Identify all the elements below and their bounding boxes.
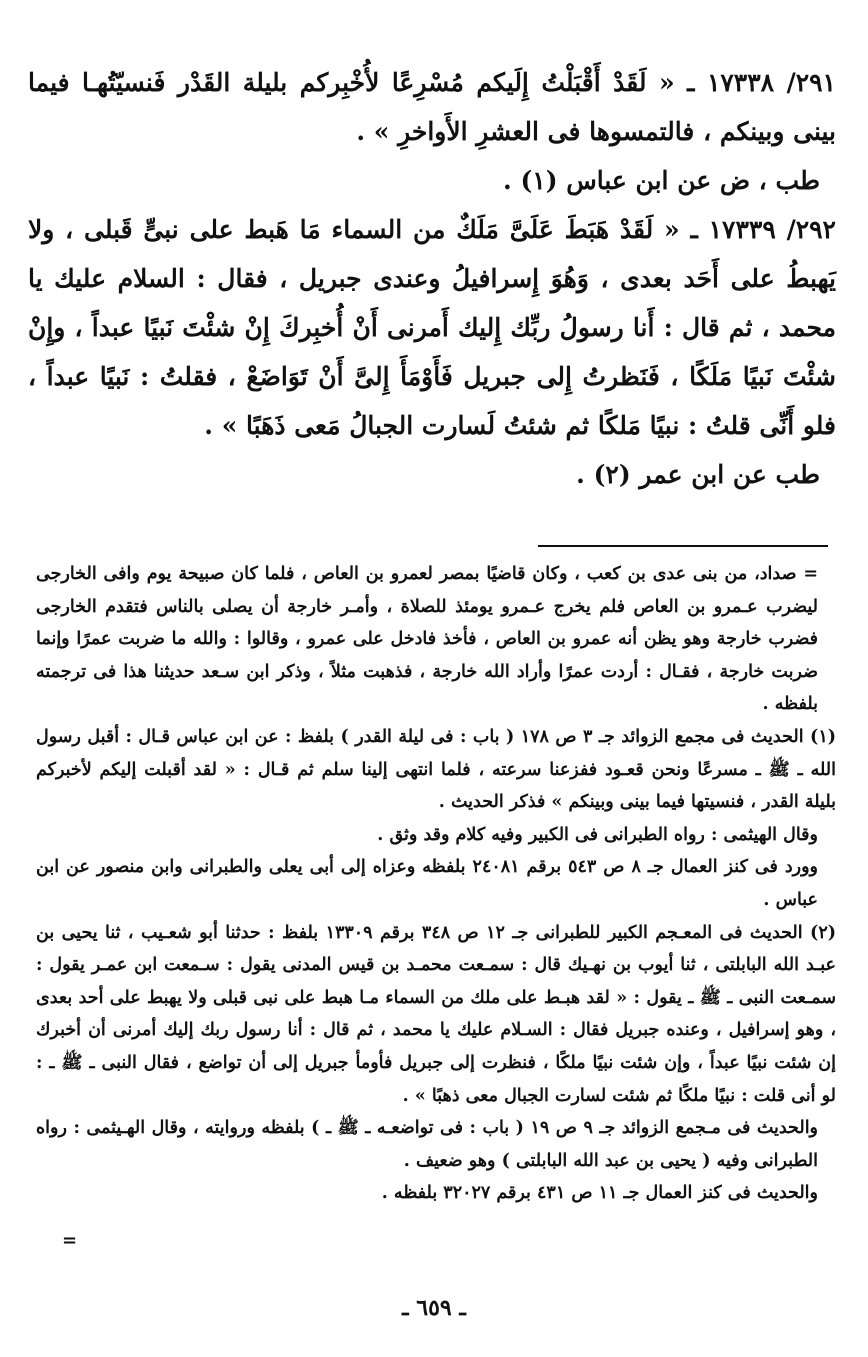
footnote-1-haythami: وقال الهيثمى : رواه الطبرانى فى الكبير وفيه كلام وقد وثق . (377, 824, 818, 845)
footnote-2: (٢) الحديث فى المعـجم الكبير للطبرانى جـ ١٢ ص ٣٤٨ برقم ١٣٣٠٩ بلفظ : حدثنا أبو شعـيب ، ثنا يحيى بن عبـد الله البابلتى ، ثنا أيوب بن نهـيك قال : سمـعت محمـد بن قيس المدنى يقول : سـمعت ابن عمـر يقول : سمـعت النبى ـ ﷺ ـ يقول : « لقد هبـط على ملك من السماء مـا هبط على نبى قبلى ولا يهبط على أحد بعدى ، وهو إسرافيل ، وعنده جبريل فقال : السـلام عليك يا محمد ، ثم قال : أنا رسول ربك إليك أمرنى أن أخبرك إن شئت نبيًا عبداً ، وإن شئت نبيًا ملكًا ، فنظرت إلى جبريل فأومأ جبريل إلى أن تواضع ، فقال النبى ـ ﷺ ـ : لو أنى قلت : نبيًا ملكًا ثم شئت لسارت الجبال معى ذهبًا » . (36, 922, 836, 1106)
source-291: طب ، ض عن ابن عباس (١) . (503, 166, 820, 195)
footnote-continuation: = صداد، من بنى عدى بن كعب ، وكان قاضيًا بمصر لعمرو بن العاص ، فلما كان صبيحة يوم وافى الخارجى ليضرب عـمرو بن العاص فلم يخرج عـمرو يومئذ للصلاة ، وأمـر خارجة أن يصلى بالناس فتقدم الخارجى فضرب خارجة وهو يظن أنه عمرو بن العاص ، فأخذ فادخل على عمرو ، وقالوا : والله ما ضربت عمرًا وإنما ضربت خارجة ، فقـال : أردت عمرًا وأراد الله خارجة ، فذهبت مثلاً ، وذكر ابن سـعد حديثنا هذا فى ترجمته بلفظه . (36, 564, 818, 715)
continuation-mark: = (62, 1230, 78, 1251)
source-292: طب عن ابن عمر (٢) . (576, 460, 820, 489)
page-number: ـ ٦٥٩ ـ (402, 1295, 466, 1321)
main-text (28, 58, 836, 499)
footnote-1-kanz: وورد فى كنز العمال جـ ٨ ص ٥٤٣ برقم ٢٤٠٨١ بلفظه وعزاه إلى أبى يعلى والطبرانى وابن منصور عن ابن عباس . (36, 857, 818, 910)
hadith-292: ٢٩٢/ ١٧٣٣٩ ـ « لَقَدْ هَبَطَ عَلَىَّ مَلَكٌ من السماء مَا هَبط على نبىٍّ قَبلى ، ولا يَهبطُ على أَحَد بعدى ، وَهُوَ إِسرافيلُ وعندى جبريل ، فقال : السلام عليك يا محمد ، ثم قال : أَنا رسولُ ربِّك إِليك أَمرنى أَنْ أُخبِركَ إِنْ شئْتَ نَبيًا عبداً ، وإِنْ شئْتَ نَبيًا مَلَكًا ، فَنَظرتُ إِلى جبريل فَأَوْمَأَ إِلىَّ أَنْ تَوَاضَعْ ، فقلتُ : نَبيًا عبداً ، فلو أَنِّى قلتُ : نبيًا مَلكًا ثم شئتُ لَسارت الجبالُ مَعى ذَهَبًا » . (28, 215, 836, 440)
footnote-separator (538, 545, 828, 547)
hadith-291: ٢٩١/ ١٧٣٣٨ ـ « لَقَدْ أَقْبَلْتُ إِلَيكم مُسْرِعًا لأُخْبِركم بليلة القَدْر فَنسيّتُهـا فيما بينى وبينكم ، فالتمسوها فى العشرِ الأَواخرِ » . (28, 68, 836, 146)
footnote-2-majma: والحديث فى مـجمع الزوائد جـ ٩ ص ١٩ ( باب : فى تواضعـه ـ ﷺ ـ ) بلفظه وروايته ، وقال الهـيثمى : رواه الطبرانى وفيه ( يحيى بن عبد الله البابلتى ) وهو ضعيف . (36, 1118, 819, 1171)
footnote-2-kanz: والحديث فى كنز العمال جـ ١١ ص ٤٣١ برقم ٣٢٠٢٧ بلفظه . (381, 1183, 818, 1204)
footnotes (36, 558, 836, 1210)
footnote-1: (١) الحديث فى مجمع الزوائد جـ ٣ ص ١٧٨ ( باب : فى ليلة القدر ) بلفظ : عن ابن عباس قـال : أقبل رسول الله ـ ﷺ ـ مسرعًا ونحن قعـود ففزعنا سرعته ، فلما انتهى إلينا سلم ثم قـال : « لقد أقبلت إليكم لأخبركم بليلة القدر ، فنسيتها فيما بينى وبينكم » فذكر الحديث . (36, 726, 837, 813)
